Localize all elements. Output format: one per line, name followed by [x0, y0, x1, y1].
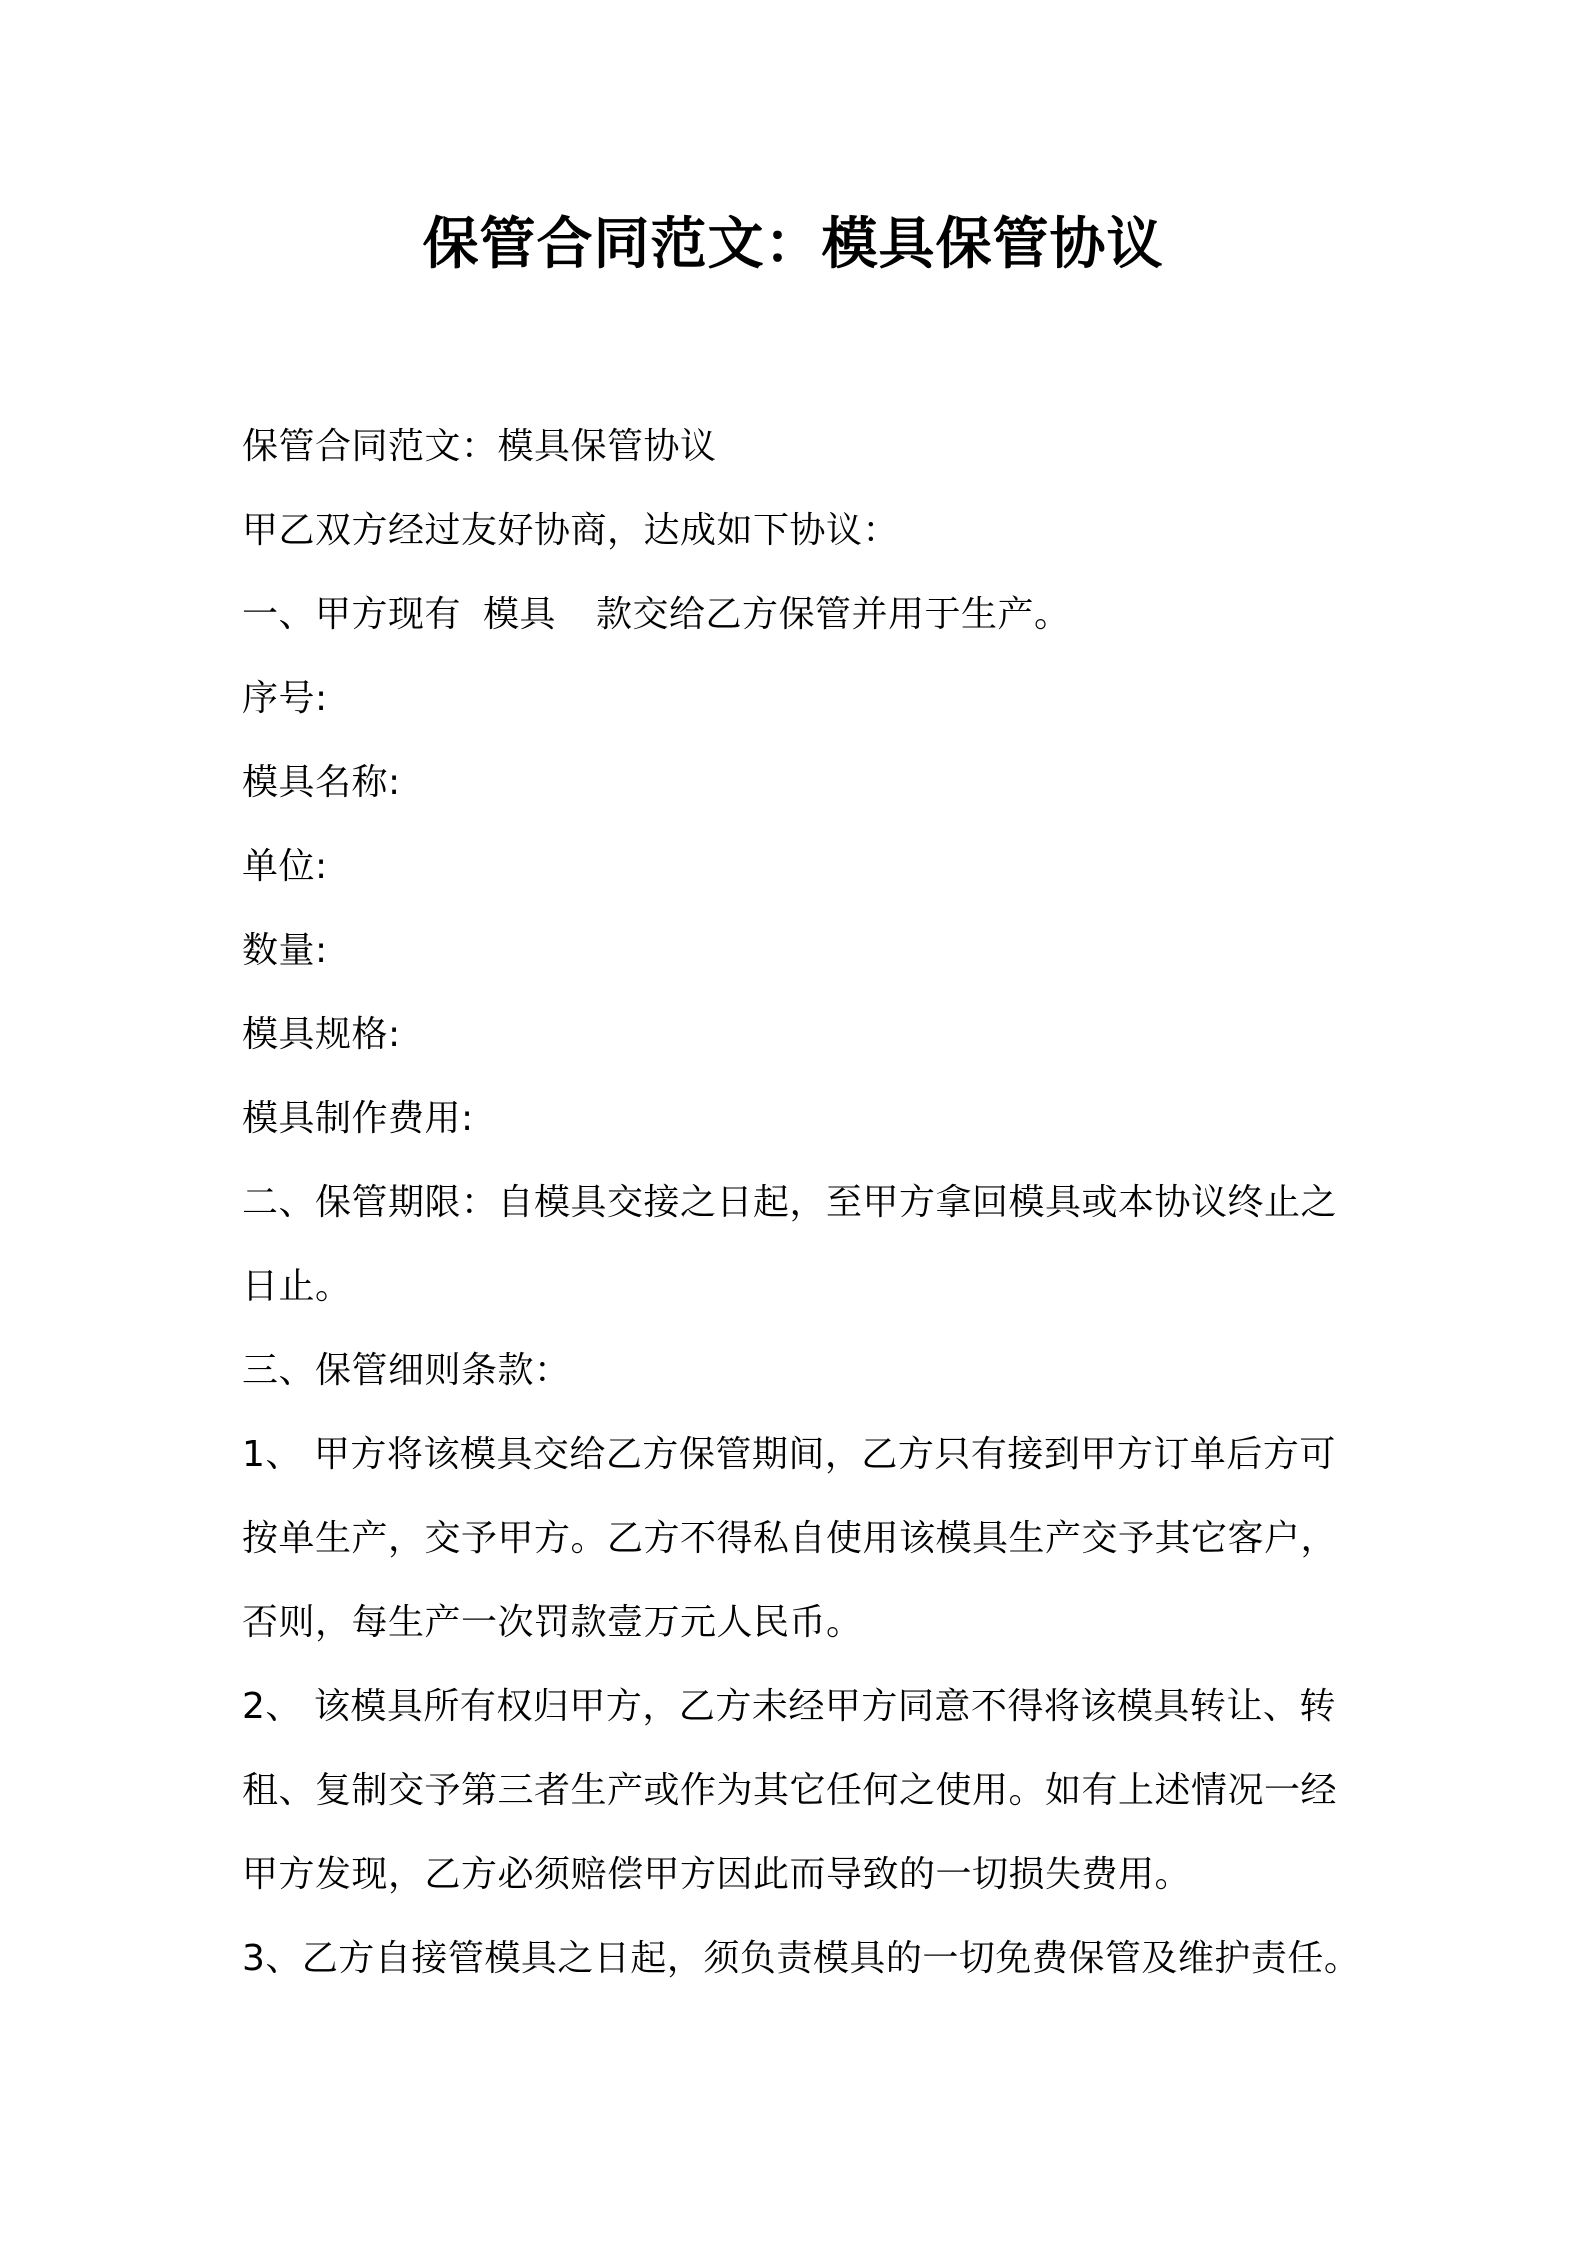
body-heading-line: 保管合同范文：模具保管协议 [242, 426, 717, 467]
clause-one-prefix: 一、甲方现有 [242, 594, 462, 635]
clause-one-line [242, 573, 1352, 657]
rule-three-line-1: 3、乙方自接管模具之日起，须负责模具的一切免费保管及维护责任。 [242, 1938, 1361, 1979]
clause-two-line-1: 二、保管期限：自模具交接之日起，至甲方拿回模具或本协议终止之 [242, 1182, 1338, 1223]
field-mold-spec: 模具规格: [242, 1014, 401, 1055]
rule-one-line-2: 按单生产，交予甲方。乙方不得私自使用该模具生产交予其它客户， [242, 1518, 1338, 1559]
field-serial-number: 序号: [242, 678, 328, 719]
document-body [242, 405, 1361, 2001]
field-unit: 单位: [242, 846, 328, 887]
rule-two-line-3: 甲方发现，乙方必须赔偿甲方因此而导致的一切损失费用。 [242, 1854, 1192, 1895]
clause-two-line-2: 日止。 [242, 1266, 352, 1307]
field-quantity: 数量: [242, 930, 328, 971]
rule-one-line-3: 否则，每生产一次罚款壹万元人民币。 [242, 1602, 863, 1643]
agreement-intro-line: 甲乙双方经过友好协商，达成如下协议： [242, 510, 900, 551]
rule-two-line-1: 2、 该模具所有权归甲方，乙方未经甲方同意不得将该模具转让、转 [242, 1686, 1336, 1727]
document-title: 保管合同范文：模具保管协议 [422, 212, 1164, 277]
clause-three-heading: 三、保管细则条款： [242, 1350, 571, 1391]
rule-one-line-1: 1、 甲方将该模具交给乙方保管期间，乙方只有接到甲方订单后方可 [242, 1434, 1336, 1475]
rule-two-line-2: 租、复制交予第三者生产或作为其它任何之使用。如有上述情况一经 [242, 1770, 1338, 1811]
clause-one-mold: 模具 [483, 594, 557, 635]
clause-one-suffix: 款交给乙方保管并用于生产。 [596, 594, 1071, 635]
field-mold-name: 模具名称: [242, 762, 401, 803]
field-mold-cost: 模具制作费用: [242, 1098, 474, 1139]
